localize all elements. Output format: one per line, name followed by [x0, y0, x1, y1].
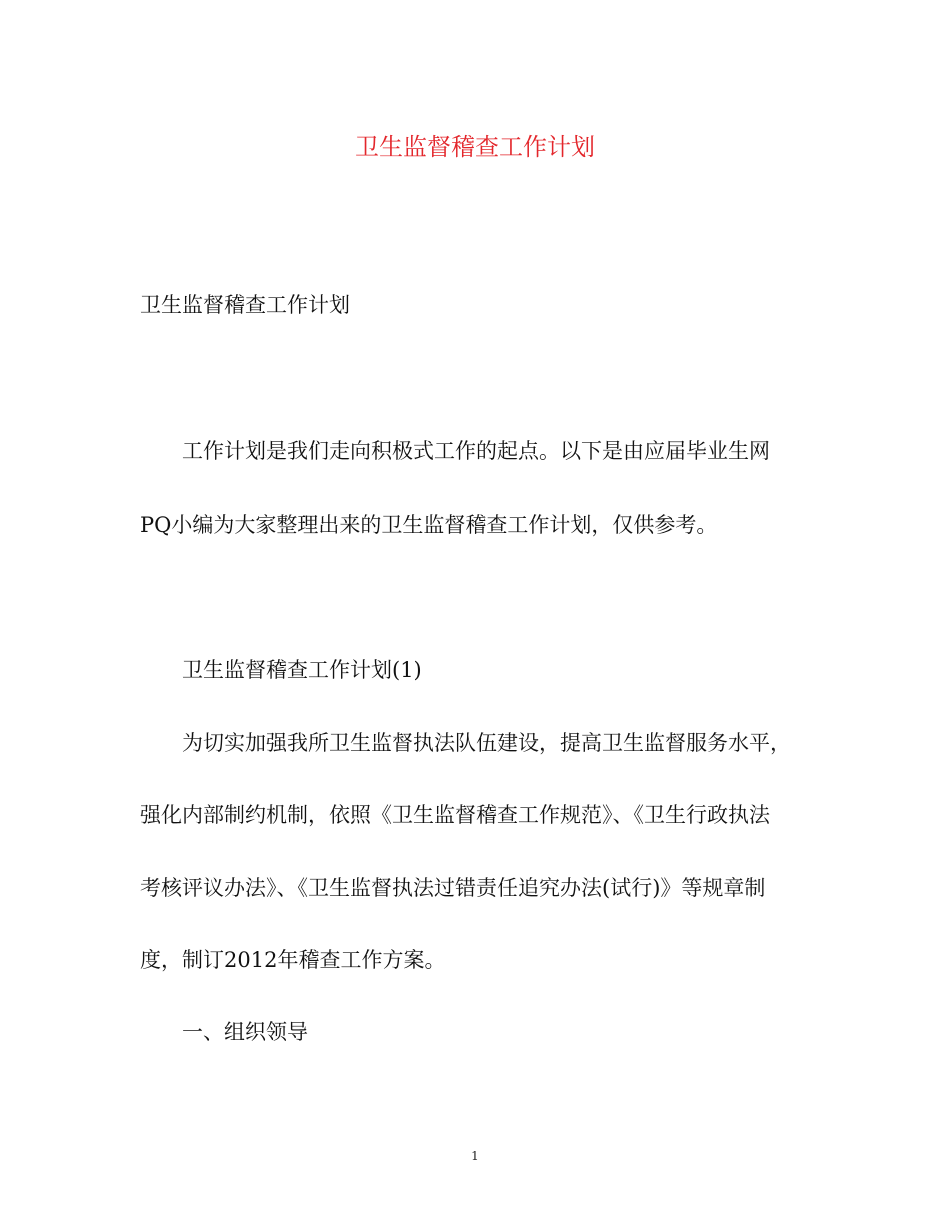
paragraph-line-3: 考核评议办法》、《卫生监督执法过错责任追究办法(试行)》等规章制 — [140, 876, 766, 900]
paragraph-line-1: 为切实加强我所卫生监督执法队伍建设，提高卫生监督服务水平， — [182, 731, 791, 755]
intro-line-1: 工作计划是我们走向积极式工作的起点。以下是由应届毕业生网 — [182, 439, 770, 463]
document-title: 卫生监督稽查工作计划 — [355, 133, 595, 161]
page-number: 1 — [471, 1149, 479, 1163]
subsection-heading: 一、组织领导 — [182, 1020, 308, 1044]
intro-line-2: PQ小编为大家整理出来的卫生监督稽查工作计划，仅供参考。 — [140, 513, 718, 537]
paragraph-line-2: 强化内部制约机制，依照《卫生监督稽查工作规范》、《卫生行政执法 — [140, 803, 770, 827]
section-title: 卫生监督稽查工作计划(1) — [182, 658, 422, 682]
document-heading: 卫生监督稽查工作计划 — [140, 293, 350, 317]
paragraph-line-4: 度，制订2012年稽查工作方案。 — [140, 948, 446, 972]
